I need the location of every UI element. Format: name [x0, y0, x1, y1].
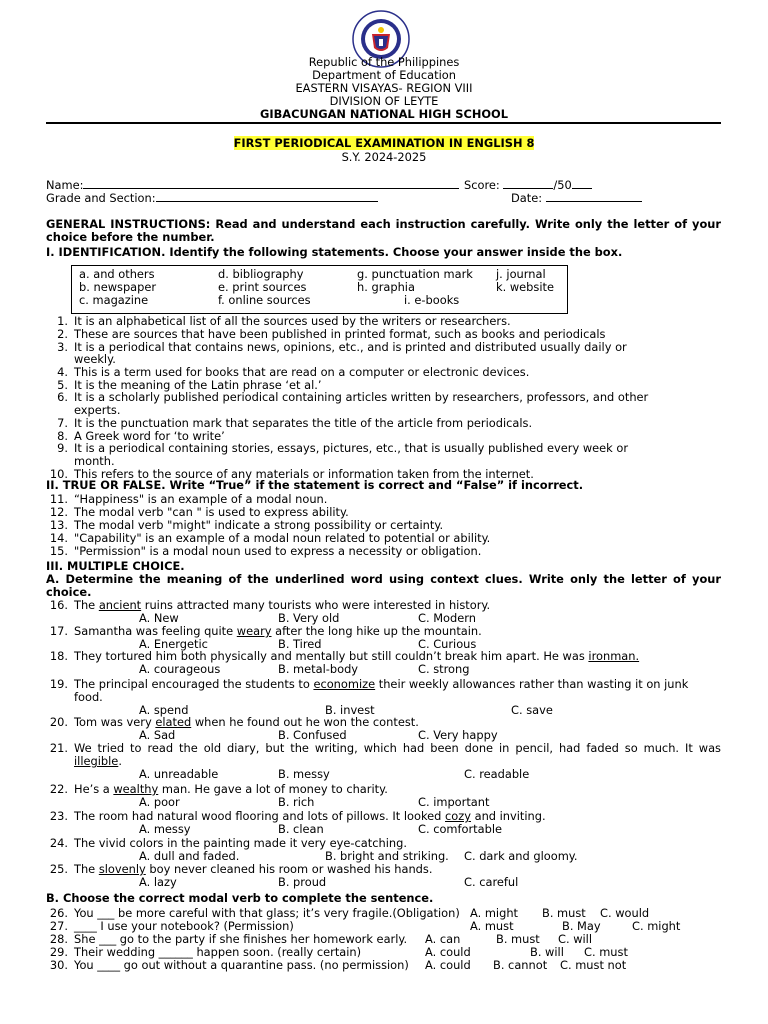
answer-option: B. must: [542, 906, 586, 920]
answer-option: A. might: [470, 906, 519, 920]
exam-title: FIRST PERIODICAL EXAMINATION IN ENGLISH 8: [233, 136, 535, 150]
question-number: 23.: [49, 809, 68, 823]
part3-heading: III. MULTIPLE CHOICE.: [46, 559, 185, 573]
question-text: food.: [74, 690, 103, 704]
answer-option: B. metal-body: [278, 662, 359, 676]
answer-option: A. messy: [139, 822, 191, 836]
answer-option: A. Sad: [139, 728, 176, 742]
answer-option: C. important: [418, 795, 490, 809]
question-number: 25.: [49, 862, 68, 876]
answer-option: C. readable: [464, 767, 530, 781]
question-text: Their wedding ______ happen soon. (really certain): [74, 945, 362, 959]
question-number: 28.: [49, 932, 68, 946]
header-republic: Republic of the Philippines: [308, 55, 460, 69]
list-item: 14. "Capability" is an example of a modal noun related to potential or ability.: [49, 531, 491, 545]
answer-option: C. might: [632, 919, 681, 933]
header-divider: [46, 122, 721, 124]
list-item: 15. "Permission" is a modal noun used to express a necessity or obligation.: [49, 544, 482, 558]
answer-option: A. lazy: [139, 875, 177, 889]
answer-option: A. dull and faded.: [139, 849, 240, 863]
answer-option: B. messy: [278, 767, 330, 781]
part3a-list: [46, 599, 721, 892]
question-text: He’s a wealthy man. He gave a lot of money to charity.: [74, 782, 388, 796]
question-text: We tried to read the old diary, but the writing, which had been done in pencil, had faded so much. It was: [74, 741, 721, 755]
choice-i: i. e-books: [404, 293, 460, 307]
choice-a: a. and others: [79, 267, 155, 281]
question-text: The ancient ruins attracted many tourists who were interested in history.: [74, 598, 491, 612]
answer-option: A. can: [425, 932, 461, 946]
question-text: The slovenly boy never cleaned his room or washed his hands.: [74, 862, 433, 876]
choice-k: k. website: [496, 280, 554, 294]
score-field: Score: /50: [464, 178, 592, 192]
answer-option: C. comfortable: [418, 822, 503, 836]
choices-box: [71, 265, 568, 314]
question-number: 26.: [49, 906, 68, 920]
list-item: 9. It is a periodical containing stories, essays, pictures, etc., that is usually published every week or: [57, 441, 629, 455]
answer-option: B. Tired: [278, 637, 322, 651]
answer-option: C. must not: [560, 958, 627, 972]
header-department: Department of Education: [312, 68, 456, 82]
header-division: DIVISION OF LEYTE: [329, 94, 439, 108]
part3-subheading-b: B. Choose the correct modal verb to complete the sentence.: [46, 891, 434, 905]
answer-option: B. invest: [325, 703, 375, 717]
list-item: 8. A Greek word for ‘to write’: [57, 429, 225, 443]
question-number: 16.: [49, 598, 68, 612]
answer-option: C. must: [584, 945, 628, 959]
answer-option: A. Energetic: [139, 637, 208, 651]
list-item: 13. The modal verb "might" indicate a strong possibility or certainty.: [49, 518, 444, 532]
name-field: Name:: [46, 178, 459, 192]
answer-option: C. strong: [418, 662, 470, 676]
list-item: 12. The modal verb "can " is used to express ability.: [49, 505, 349, 519]
choice-g: g. punctuation mark: [357, 267, 473, 281]
answer-option: C. dark and gloomy.: [464, 849, 578, 863]
choice-c: c. magazine: [79, 293, 149, 307]
list-item-continuation: experts.: [74, 403, 121, 417]
answer-option: A. unreadable: [139, 767, 219, 781]
underlined-word: wealthy: [113, 782, 159, 796]
question-number: 24.: [49, 836, 68, 850]
list-item: 11. “Happiness" is an example of a modal noun.: [49, 492, 328, 506]
list-item-continuation: month.: [74, 454, 115, 468]
list-item: 2. These are sources that have been published in printed format, such as books and periodicals: [57, 327, 606, 341]
choice-h: h. graphia: [357, 280, 415, 294]
question-text: They tortured him both physically and mentally but still couldn’t break him apart. He was ironman.: [74, 649, 640, 663]
question-text: ____ I use your notebook? (Permission): [74, 919, 294, 933]
part1-list: [46, 314, 721, 481]
underlined-word: ancient: [98, 598, 142, 612]
answer-option: C. Modern: [418, 611, 476, 625]
choice-d: d. bibliography: [218, 267, 304, 281]
answer-option: B. Very old: [278, 611, 340, 625]
question-text: You ___ be more careful with that glass; it’s very fragile.(Obligation): [74, 906, 460, 920]
answer-option: A. could: [425, 945, 471, 959]
list-item-continuation: weekly.: [74, 352, 116, 366]
answer-option: B. will: [530, 945, 564, 959]
answer-option: A. must: [470, 919, 514, 933]
part2-heading: II. TRUE OR FALSE. Write “True” if the statement is correct and “False” if incorrect.: [46, 478, 584, 492]
grade-section-field: Grade and Section:: [46, 191, 378, 205]
answer-option: B. clean: [278, 822, 324, 836]
question-number: 29.: [49, 945, 68, 959]
answer-option: A. New: [139, 611, 179, 625]
answer-option: C. Very happy: [418, 728, 498, 742]
question-text: You ____ go out without a quarantine pass. (no permission): [74, 958, 409, 972]
header-region: EASTERN VISAYAS- REGION VIII: [295, 81, 473, 95]
underlined-word: elated: [155, 715, 192, 729]
question-number: 27.: [49, 919, 68, 933]
answer-option: B. proud: [278, 875, 327, 889]
answer-option: B. rich: [278, 795, 315, 809]
list-item: 3. It is a periodical that contains news, opinions, etc., and is printed and distributed usually daily or: [57, 340, 627, 354]
answer-option: B. must: [496, 932, 540, 946]
answer-option: B. Confused: [278, 728, 347, 742]
answer-option: C. will: [558, 932, 593, 946]
list-item: 4. This is a term used for books that are read on a computer or electronic devices.: [57, 365, 530, 379]
general-instructions: GENERAL INSTRUCTIONS: Read and understand each instruction carefully. Write only the letter of your choice before the number.: [46, 217, 721, 244]
underlined-word: weary: [236, 624, 272, 638]
list-item: 1. It is an alphabetical list of all the sources used by the writers or researchers.: [57, 314, 511, 328]
question-number: 30.: [49, 958, 68, 972]
choice-f: f. online sources: [218, 293, 311, 307]
answer-option: C. careful: [464, 875, 519, 889]
date-field: Date:: [511, 191, 642, 205]
choice-b: b. newspaper: [79, 280, 157, 294]
question-number: 18.: [49, 649, 68, 663]
question-item: [46, 742, 721, 755]
question-text: She ___ go to the party if she finishes her homework early.: [74, 932, 408, 946]
question-number: 22.: [49, 782, 68, 796]
question-text: The principal encouraged the students to economize their weekly allowances rather than wasting it on junk: [74, 677, 689, 691]
answer-option: A. could: [425, 958, 471, 972]
question-number: 20.: [49, 715, 68, 729]
part2-list: [46, 493, 721, 559]
question-number: 21.: [49, 741, 68, 755]
list-item: 6. It is a scholarly published periodical containing articles written by researchers, professors, and other: [57, 390, 649, 404]
list-item: 7. It is the punctuation mark that separates the title of the article from periodicals.: [57, 416, 533, 430]
question-text: Tom was very elated when he found out he won the contest.: [74, 715, 419, 729]
underlined-word: illegible: [74, 754, 119, 768]
answer-option: B. bright and striking.: [325, 849, 449, 863]
question-number: 17.: [49, 624, 68, 638]
underlined-word: cozy: [445, 809, 471, 823]
question-text: illegible.: [74, 754, 122, 768]
answer-option: A. poor: [139, 795, 180, 809]
choice-j: j. journal: [496, 267, 546, 281]
question-text: The room had natural wood flooring and lots of pillows. It looked cozy and inviting.: [74, 809, 546, 823]
answer-option: B. cannot: [493, 958, 548, 972]
list-item: 5. It is the meaning of the Latin phrase ‘et al.’: [57, 378, 322, 392]
list-item: 10. This refers to the source of any materials or information taken from the internet.: [49, 467, 534, 481]
answer-option: C. Curious: [418, 637, 477, 651]
header-school: GIBACUNGAN NATIONAL HIGH SCHOOL: [260, 107, 508, 121]
answer-option: A. courageous: [139, 662, 221, 676]
question-item: [46, 678, 721, 691]
part1-heading: I. IDENTIFICATION. Identify the following statements. Choose your answer inside the box.: [46, 245, 623, 259]
part3b-list: [46, 907, 721, 973]
answer-option: A. spend: [139, 703, 189, 717]
question-text: Samantha was feeling quite weary after the long hike up the mountain.: [74, 624, 482, 638]
school-year: S.Y. 2024-2025: [341, 150, 427, 164]
question-number: 19.: [49, 677, 68, 691]
question-text: The vivid colors in the painting made it very eye-catching.: [74, 836, 407, 850]
underlined-word: ironman.: [588, 649, 640, 663]
answer-option: B. May: [562, 919, 601, 933]
answer-option: C. would: [600, 906, 650, 920]
answer-option: C. save: [511, 703, 553, 717]
underlined-word: economize: [313, 677, 376, 691]
part3-subheading-a: A. Determine the meaning of the underlined word using context clues. Write only the letter of your choice.: [46, 572, 721, 599]
underlined-word: slovenly: [98, 862, 146, 876]
choice-e: e. print sources: [218, 280, 307, 294]
